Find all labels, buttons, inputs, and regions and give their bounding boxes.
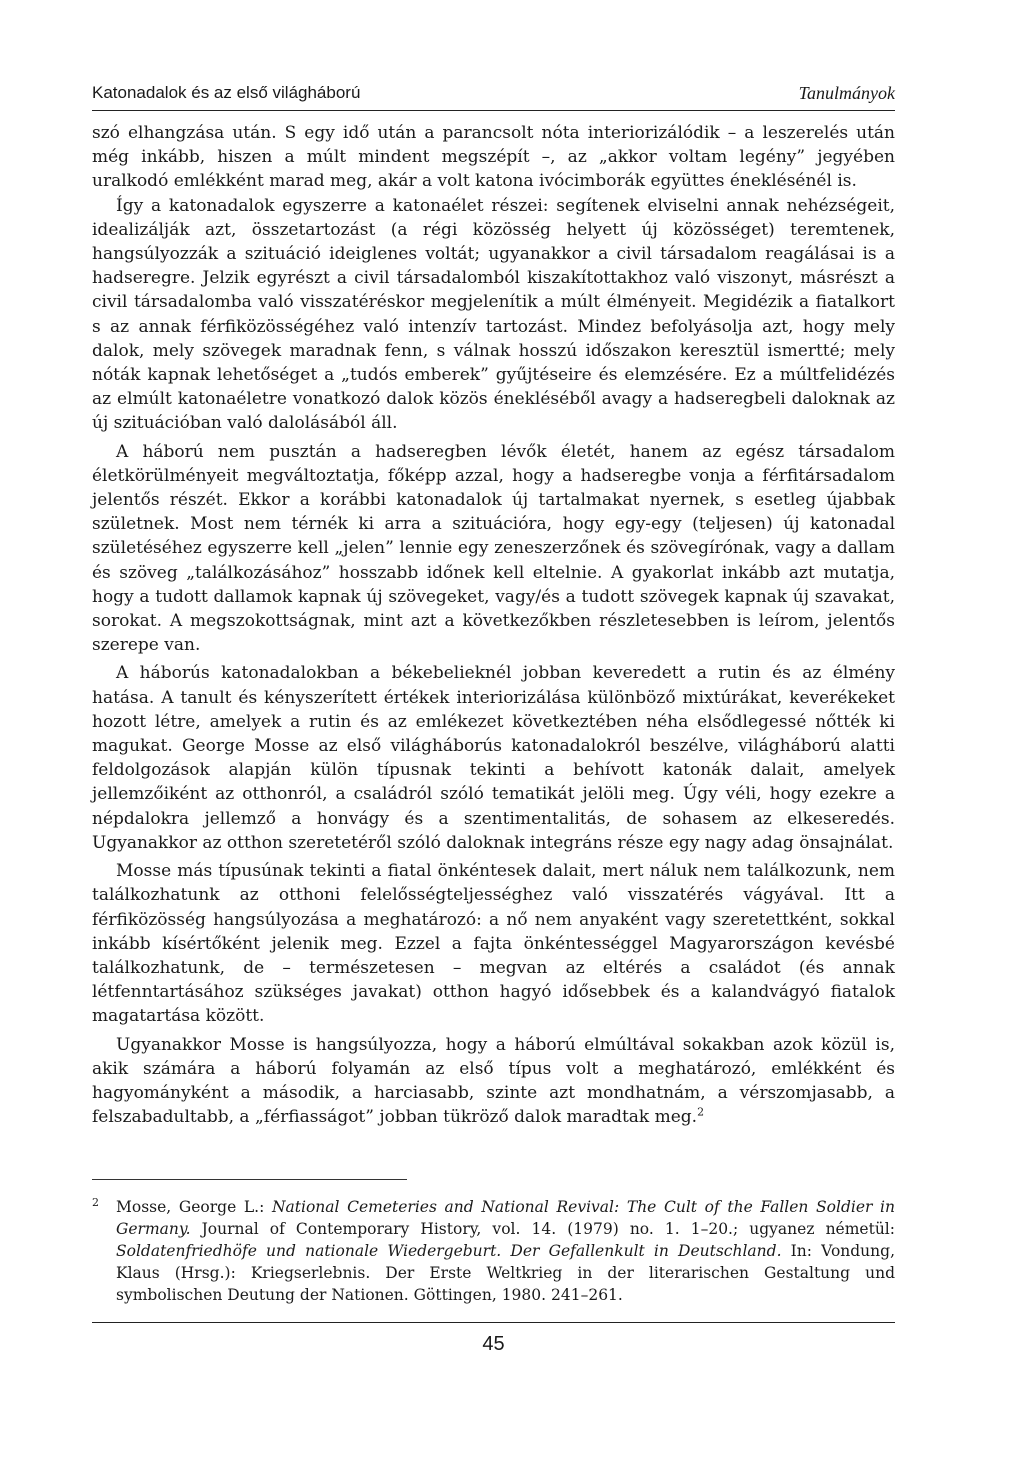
paragraph-6 xyxy=(92,1033,895,1130)
footnote-title-german: Soldatenfriedhöfe und nationale Wiedergeburt. Der Gefallenkult in Deutschland. xyxy=(116,1242,782,1261)
footnote-tail: In: Vondung, Klaus (Hrsg.): Kriegserlebnis. Der Erste Weltkrieg in der literarischen Gestaltung und symbolischen Deutung der Nationen. Göttingen, 1980. 241–261. xyxy=(116,1242,895,1305)
bottom-rule xyxy=(92,1322,895,1323)
footnote-author: Mosse, George L.: xyxy=(116,1198,272,1217)
header-section-name: Tanulmányok xyxy=(798,83,895,103)
paragraph-2: Így a katonadalok egyszerre a katonaélet részei: segítenek elviselni annak nehézségeit, idealizálják azt, összetartozást (a régi közösség helyett új közösséget) teremtenek, hangsúlyozzák a szituáció ideiglenes voltát; ugyanakkor a civil társadalom reagálásai is a hadseregre. Jelzik egyrészt a civil társadalomból kiszakítottakhoz való viszonyt, másrészt a civil társadalomba való visszatéréskor megjelenítik a múlt élményeit. Megidézik a fiatalkort s az annak férfiközösségéhez való intenzív tartozást. Mindez befolyásolja azt, hogy mely dalok, mely szövegek maradnak fenn, s válnak hosszú időszakon keresztül ismertté; mely nóták kapnak lehetőséget a „tudós emberek” gyűjtéseire és elemzésére. Ez a múltfelidézés az elmúlt katonaéletre vonatkozó dalok közös énekléséből avagy a hadseregbeli daloknak az új szituációban való dalolásából áll. xyxy=(92,195,895,434)
document-page xyxy=(92,82,895,1356)
body-text xyxy=(92,121,895,1129)
paragraph-3: A háború nem pusztán a hadseregben lévők életét, hanem az egész társadalom életkörülményeit megváltoztatja, főképp azzal, hogy a hadseregbe vonja a férfitársadalom jelentős részét. Ekkor a korábbi katonadalok új tartalmakat nyernek, s esetleg újabbak születnek. Most nem térnék ki arra a szituációra, hogy egy-egy (teljesen) új katonadal születéséhez egyszerre kell „jelen” lennie egy zeneszerzőnek és szövegírónak, vagy a dallam és szöveg „találkozásához” hosszabb időnek kell eltelnie. A gyakorlat inkább azt mutatja, hogy a tudott dallamok kapnak új szövegeket, vagy/és a tudott szövegek kapnak új szavakat, sorokat. A megszokottságnak, mint azt a következőkben részletesebben is leírom, jelentős szerepe van. xyxy=(92,441,895,656)
paragraph-5: Mosse más típusúnak tekinti a fiatal önkéntesek dalait, mert náluk nem találkozunk, nem találkozhatunk az otthoni felelősségteljességhez való visszatérés vágyával. Itt a férfiközösség hangsúlyozása a meghatározó: a nő nem anyaként vagy szeretettként, sokkal inkább kísértőként jelenik meg. Ezzel a fajta önkéntességgel Magyarországon kevésbé találkozhatunk, de – természetesen – megvan az eltérés a családot (és annak létfenntartásához szükséges javakat) otthon hagyó idősebbek és a kalandvágyó fiatalok magatartása között. xyxy=(92,861,895,1027)
paragraph-6-text: Ugyanakkor Mosse is hangsúlyozza, hogy a háború elmúltával sokakban azok közül is, akik számára a háború folyamán az első típus volt a meghatározó, emlékként és hagyományként a második, a harciasabb, szinte azt mondhatnám, a vérszomjasabb, a felszabadultabb, a „férfiasságot” jobban tükröző dalok maradtak meg. xyxy=(92,1034,895,1128)
footnote-title-english: National Cemeteries and National Revival: The Cult of the Fallen Soldier in Germany. xyxy=(116,1198,895,1239)
footnote-2: 2 Mosse, George L.: National Cemeteries and National Revival: The Cult of the Fallen Soldier in Germany. Journal of Contemporary History, vol. 14. (1979) no. 1. 1–20.; ugyanez németül: Soldatenfriedhöfe und nationale Wiedergeburt. Der Gefallenkult in Deutschland. In: Vondung, Klaus (Hrsg.): Kriegserlebnis. Der Erste Weltkrieg in der literarischen Gestaltung und symbolischen Deutung der Nationen. Göttingen, 1980. 241–261. xyxy=(92,1196,895,1305)
footnote-separator xyxy=(92,1179,407,1180)
page-number: 45 xyxy=(482,1333,505,1356)
paragraph-4: A háborús katonadalokban a békebelieknél jobban keveredett a rutin és az élmény hatása. A tanult és kényszerített értékek interiorizálása különböző mixtúrákat, keverékeket hozott létre, amelyek a rutin és az emlékezet következtében néha elsődlegessé nőtték ki magukat. George Mosse az első világháborús katonadalokról beszélve, világháború alatti feldolgozások alapján külön típusnak tekinti a behívott katonák dalait, amelyek jellemzőiként az otthonról, a családról szóló tematikát jelöli meg. Úgy véli, hogy ezekre a népdalokra jellemző a honvágy és a szentimentalitás, de sohasem az elkeseredés. Ugyanakkor az otthon szeretetéről szóló daloknak integráns része egy nagy adag önsajnálat. xyxy=(92,663,895,853)
header-article-title: Katonadalok és az első világháború xyxy=(92,83,361,102)
footnote-journal: Journal of Contemporary History, vol. 14. (1979) no. 1. 1–20.; ugyanez németül: xyxy=(190,1220,895,1239)
paragraph-1: szó elhangzása után. S egy idő után a parancsolt nóta interiorizálódik – a leszerelés után még inkább, hiszen a múlt mindent megszépít –, az „akkor voltam legény” jegyében uralkodó emlékként marad meg, akár a volt katona ivócimborák együttes éneklésénél is. xyxy=(92,123,895,192)
footnote-reference[interactable]: 2 xyxy=(697,1105,705,1119)
running-header xyxy=(92,82,895,111)
